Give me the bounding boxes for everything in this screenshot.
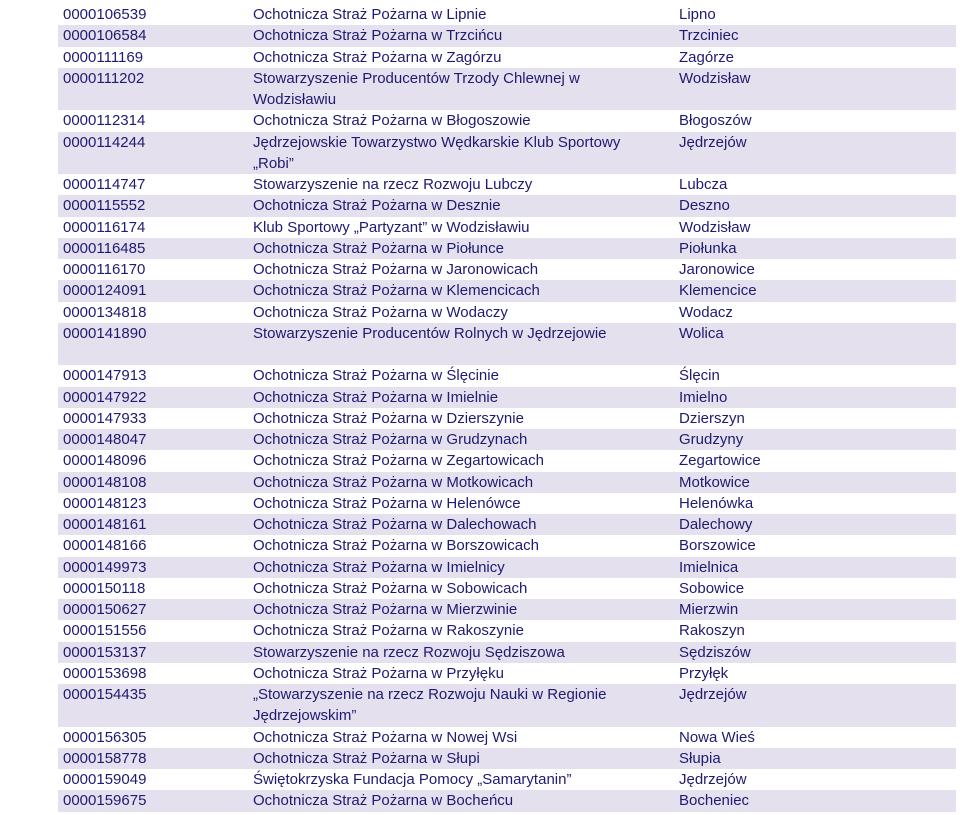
organization-name-cell: Ochotnicza Straż Pożarna w Dalechowach xyxy=(253,516,537,533)
registry-number-cell: 0000148047 xyxy=(63,431,147,448)
table-row xyxy=(58,174,956,195)
city-cell: Sobowice xyxy=(679,579,745,597)
registry-number-cell: 0000148108 xyxy=(63,473,147,491)
registry-number-cell: 0000116485 xyxy=(63,239,146,257)
city-cell: Lipno xyxy=(679,6,716,23)
organization-name-cell: Stowarzyszenie Producentów Trzody Chlewnej w Wodzisławiu xyxy=(253,69,580,108)
city-cell: Słupia xyxy=(679,749,721,767)
table-row xyxy=(58,302,956,323)
city-cell: Motkowice xyxy=(679,473,750,491)
table-row xyxy=(58,748,956,769)
organization-name-cell: Ochotnicza Straż Pożarna w Sobowicach xyxy=(253,579,528,597)
registry-number-cell: 0000111202 xyxy=(63,69,145,87)
organization-name-cell: Jędrzejowskie Towarzystwo Wędkarskie Klub Sportowy „Robi” xyxy=(253,133,621,172)
city-cell: Sędziszów xyxy=(679,643,751,661)
registry-number-cell: 0000115552 xyxy=(63,197,146,215)
table-row xyxy=(58,493,956,514)
city-cell: Klemencice xyxy=(679,282,757,300)
table-row xyxy=(58,663,956,684)
registry-number-cell: 0000124091 xyxy=(63,282,147,300)
organization-name-cell: Klub Sportowy „Partyzant” w Wodzisławiu xyxy=(253,218,530,236)
table-row xyxy=(58,238,956,259)
table-row xyxy=(58,514,956,535)
table-row xyxy=(58,195,956,216)
organization-name-cell: Ochotnicza Straż Pożarna w Klemencicach xyxy=(253,282,540,300)
registry-number-cell: 0000154435 xyxy=(63,686,147,703)
table-row xyxy=(58,535,956,556)
city-cell: Trzciniec xyxy=(679,27,739,45)
table-row xyxy=(58,578,956,599)
organization-name-cell: Ochotnicza Straż Pożarna w Imielnicy xyxy=(253,558,505,576)
table-row xyxy=(58,408,956,429)
city-cell: Dzierszyn xyxy=(679,409,745,427)
organization-name-cell: Ochotnicza Straż Pożarna w Nowej Wsi xyxy=(253,728,518,746)
registry-number-cell: 0000114747 xyxy=(63,176,146,193)
organization-name-cell: Ochotnicza Straż Pożarna w Jaronowicach xyxy=(253,261,539,278)
registry-number-cell: 0000149973 xyxy=(63,558,147,576)
table-row xyxy=(58,620,956,641)
registry-number-cell: 0000116170 xyxy=(63,261,146,278)
registry-number-cell: 0000116174 xyxy=(63,218,146,236)
table-row xyxy=(58,323,956,366)
registry-number-cell: 0000159675 xyxy=(63,792,147,810)
city-cell: Imielnica xyxy=(679,558,739,576)
city-cell: Dalechowy xyxy=(679,516,753,533)
organization-name-cell: Stowarzyszenie Producentów Rolnych w Jędrzejowie xyxy=(253,324,607,342)
table-row xyxy=(58,259,956,280)
city-cell: Wodacz xyxy=(679,303,733,321)
registry-number-cell: 0000141890 xyxy=(63,324,147,342)
registry-number-cell: 0000150118 xyxy=(63,579,146,597)
organization-name-cell: Ochotnicza Straż Pożarna w Przyłęku xyxy=(253,664,504,682)
registry-number-cell: 0000111169 xyxy=(63,48,144,66)
registry-number-cell: 0000150627 xyxy=(63,601,147,618)
organization-name-cell: Ochotnicza Straż Pożarna w Bocheńcu xyxy=(253,792,514,810)
organization-name-cell: Ochotnicza Straż Pożarna w Desznie xyxy=(253,197,501,215)
city-cell: Bocheniec xyxy=(679,792,750,810)
table-row xyxy=(58,557,956,578)
registry-number-cell: 0000106539 xyxy=(63,6,147,23)
registry-number-cell: 0000148161 xyxy=(63,516,147,533)
organization-name-cell: Ochotnicza Straż Pożarna w Grudzynach xyxy=(253,431,528,448)
table-row xyxy=(58,684,956,727)
registry-number-cell: 0000147922 xyxy=(63,388,147,406)
organization-name-cell: Ochotnicza Straż Pożarna w Wodaczy xyxy=(253,303,508,321)
organization-name-cell: Ochotnicza Straż Pożarna w Borszowicach xyxy=(253,537,539,555)
organizations-table xyxy=(58,4,956,812)
city-cell: Ślęcin xyxy=(679,367,720,385)
registry-number-cell: 0000148166 xyxy=(63,537,147,555)
organization-name-cell: Ochotnicza Straż Pożarna w Zagórzu xyxy=(253,48,502,66)
organization-name-cell: Ochotnicza Straż Pożarna w Motkowicach xyxy=(253,473,534,491)
city-cell: Imielno xyxy=(679,388,728,406)
table-row xyxy=(58,642,956,663)
organization-name-cell: Ochotnicza Straż Pożarna w Ślęcinie xyxy=(253,367,499,385)
organization-name-cell: Stowarzyszenie na rzecz Rozwoju Lubczy xyxy=(253,176,533,193)
organization-name-cell: Ochotnicza Straż Pożarna w Helenówce xyxy=(253,494,521,512)
organization-name-cell: Ochotnicza Straż Pożarna w Rakoszynie xyxy=(253,622,524,640)
city-cell: Zegartowice xyxy=(679,452,761,470)
table-row xyxy=(58,450,956,471)
registry-number-cell: 0000156305 xyxy=(63,728,147,746)
table-row xyxy=(58,429,956,450)
city-cell: Przyłęk xyxy=(679,664,729,682)
organization-name-cell: Ochotnicza Straż Pożarna w Mierzwinie xyxy=(253,601,518,618)
table-row xyxy=(58,727,956,748)
table-row xyxy=(58,110,956,131)
table-row xyxy=(58,47,956,68)
city-cell: Piołunka xyxy=(679,239,737,257)
organization-name-cell: Ochotnicza Straż Pożarna w Trzcińcu xyxy=(253,27,503,45)
city-cell: Nowa Wieś xyxy=(679,728,755,746)
organization-name-cell: Ochotnicza Straż Pożarna w Imielnie xyxy=(253,388,499,406)
organization-name-cell: Ochotnicza Straż Pożarna w Dzierszynie xyxy=(253,409,524,427)
city-cell: Wodzisław xyxy=(679,218,751,236)
registry-number-cell: 0000147913 xyxy=(63,367,147,385)
city-cell: Jaronowice xyxy=(679,261,755,278)
city-cell: Borszowice xyxy=(679,537,756,555)
table-row xyxy=(58,472,956,493)
table-row xyxy=(58,280,956,301)
registry-number-cell: 0000158778 xyxy=(63,749,147,767)
city-cell: Deszno xyxy=(679,197,730,215)
table-row xyxy=(58,217,956,238)
registry-number-cell: 0000159049 xyxy=(63,771,147,788)
city-cell: Grudzyny xyxy=(679,431,744,448)
registry-number-cell: 0000153137 xyxy=(63,643,147,661)
registry-number-cell: 0000114244 xyxy=(63,133,146,151)
table-row xyxy=(58,387,956,408)
city-cell: Wodzisław xyxy=(679,69,751,87)
registry-number-cell: 0000148096 xyxy=(63,452,147,470)
city-cell: Jędrzejów xyxy=(679,771,747,788)
table-row xyxy=(58,599,956,620)
registry-number-cell: 0000112314 xyxy=(63,112,146,130)
organization-name-cell: „Stowarzyszenie na rzecz Rozwoju Nauki w Regionie Jędrzejowskim” xyxy=(253,686,607,725)
organization-name-cell: Ochotnicza Straż Pożarna w Błogoszowie xyxy=(253,112,531,130)
organization-name-cell: Stowarzyszenie na rzecz Rozwoju Sędziszowa xyxy=(253,643,565,661)
registry-number-cell: 0000148123 xyxy=(63,494,147,512)
organization-name-cell: Ochotnicza Straż Pożarna w Piołunce xyxy=(253,239,504,257)
table-row xyxy=(58,132,956,175)
city-cell: Jędrzejów xyxy=(679,133,747,151)
registry-number-cell: 0000134818 xyxy=(63,303,147,321)
registry-number-cell: 0000106584 xyxy=(63,27,147,45)
table-row xyxy=(58,365,956,386)
table-row xyxy=(58,68,956,111)
table-row xyxy=(58,790,956,811)
city-cell: Błogoszów xyxy=(679,112,752,130)
table-row xyxy=(58,25,956,46)
organization-name-cell: Świętokrzyska Fundacja Pomocy „Samarytanin” xyxy=(253,771,572,788)
registry-number-cell: 0000151556 xyxy=(63,622,147,640)
organization-name-cell: Ochotnicza Straż Pożarna w Lipnie xyxy=(253,6,487,23)
city-cell: Mierzwin xyxy=(679,601,739,618)
city-cell: Lubcza xyxy=(679,176,728,193)
organization-name-cell: Ochotnicza Straż Pożarna w Słupi xyxy=(253,749,480,767)
organization-name-cell: Ochotnicza Straż Pożarna w Zegartowicach xyxy=(253,452,544,470)
table-row xyxy=(58,769,956,790)
city-cell: Rakoszyn xyxy=(679,622,745,640)
city-cell: Helenówka xyxy=(679,494,754,512)
registry-number-cell: 0000153698 xyxy=(63,664,147,682)
registry-number-cell: 0000147933 xyxy=(63,409,147,427)
city-cell: Wolica xyxy=(679,324,724,342)
city-cell: Zagórze xyxy=(679,48,735,66)
table-row xyxy=(58,4,956,25)
city-cell: Jędrzejów xyxy=(679,686,747,703)
